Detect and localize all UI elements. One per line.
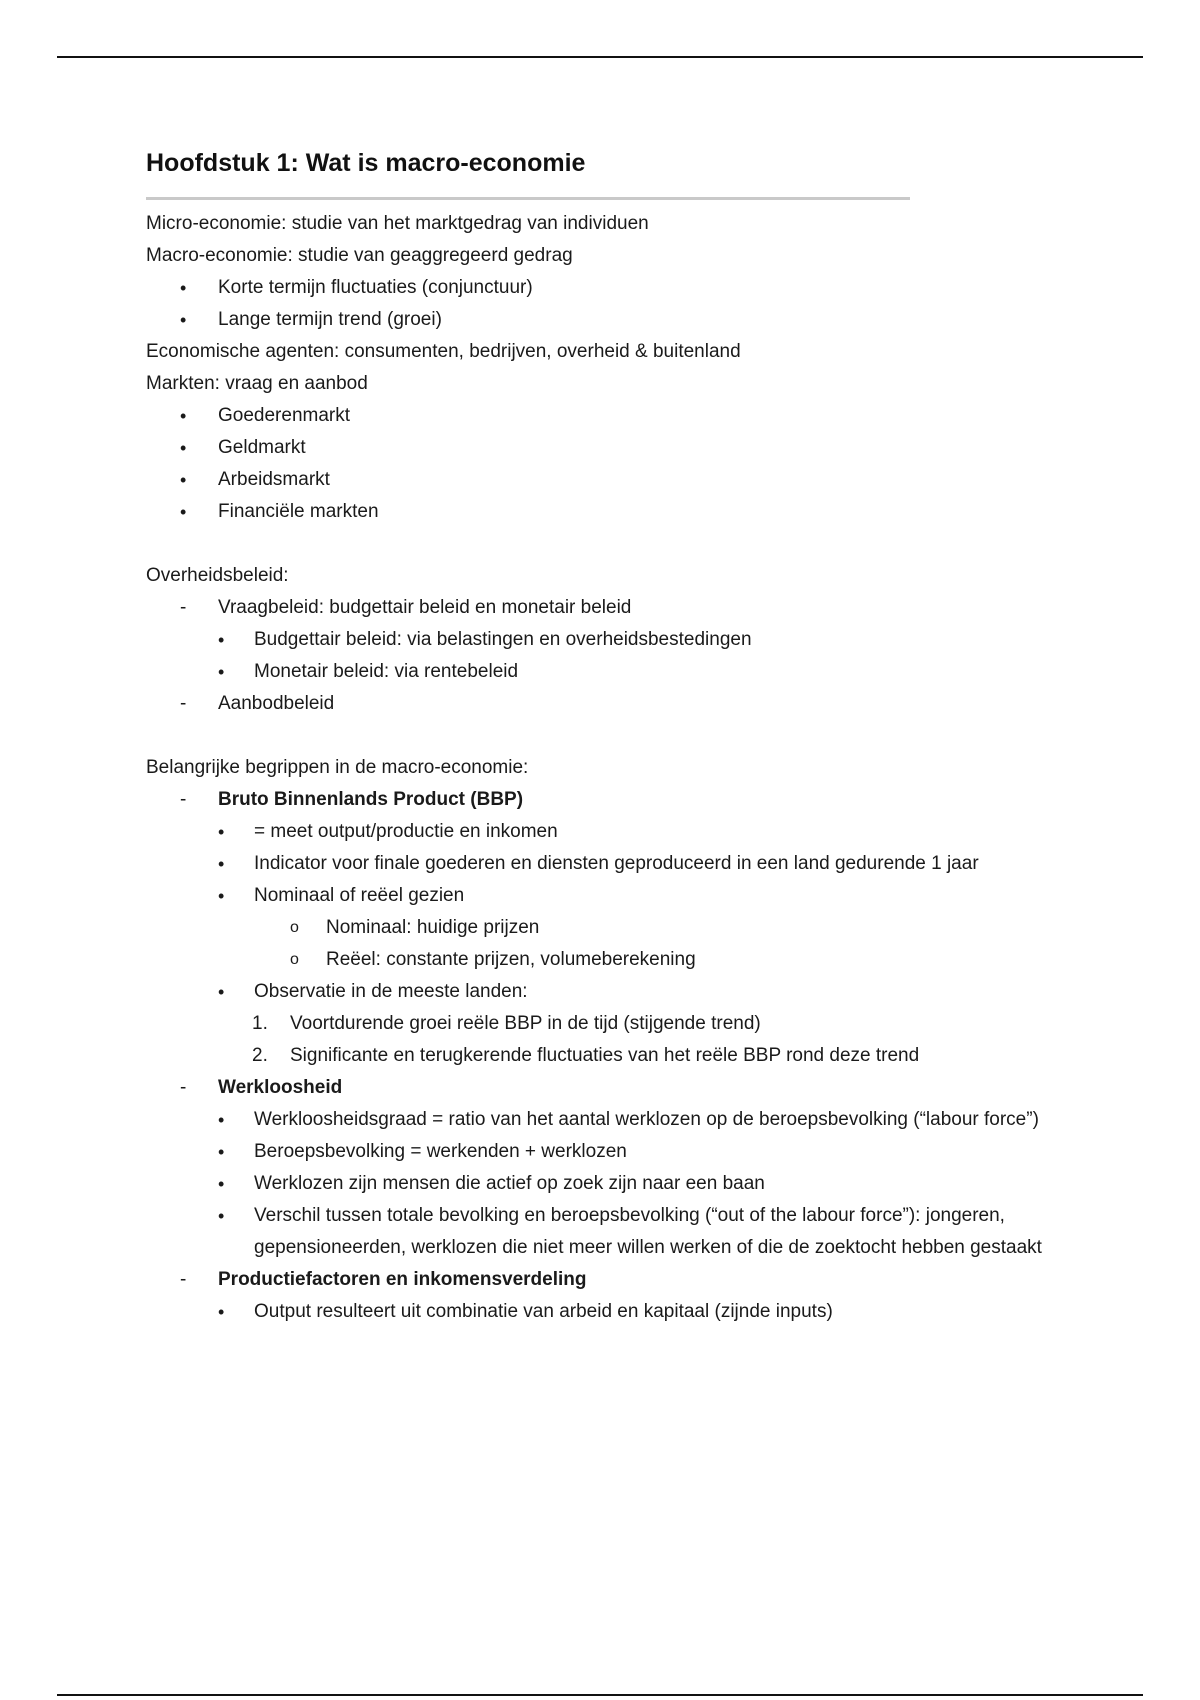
list-item-text: Arbeidsmarkt [218,469,330,490]
section-heading: Overheidsbeleid: [146,565,289,586]
dash-marker: - [180,1077,187,1098]
list-item [146,1296,1106,1328]
bullet-marker: • [218,1110,225,1130]
blank-line [146,528,1106,560]
bullet-marker: • [218,982,225,1002]
list-item [146,432,1106,464]
list-item [146,304,1106,336]
document-body [146,143,1106,1328]
list-item-text: Beroepsbevolking = werkenden + werklozen [254,1141,627,1162]
list-item [146,880,1106,912]
list-item-text: Geldmarkt [218,437,306,458]
list-item-text: Werkloosheidsgraad = ratio van het aantal werklozen op de beroepsbevolking (“labour force”) [254,1109,1039,1130]
numbered-item [146,1008,1106,1040]
list-item-text: Nominaal: huidige prijzen [326,917,540,938]
list-item-text: Reëel: constante prijzen, volumeberekening [326,949,696,970]
chapter-number: Hoofdstuk 1 [146,149,291,177]
list-item [146,1104,1106,1136]
list-item-text: Nominaal of reëel gezien [254,885,465,906]
list-item-text: Output resulteert uit combinatie van arbeid en kapitaal (zijnde inputs) [254,1301,833,1322]
paragraph: Economische agenten: consumenten, bedrijven, overheid & buitenland [146,341,741,362]
list-item-text: Vraagbeleid: budgettair beleid en monetair beleid [218,597,632,618]
section-heading: Belangrijke begrippen in de macro-economie: [146,757,529,778]
list-item-text: Lange termijn trend (groei) [218,309,442,330]
topic-heading: Werkloosheid [218,1077,343,1098]
list-item-text: Voortdurende groei reële BBP in de tijd (stijgende trend) [290,1013,761,1034]
list-item [146,976,1106,1008]
list-item [146,272,1106,304]
dash-marker: - [180,789,187,810]
circle-marker: o [290,919,299,936]
bullet-marker: • [180,278,187,298]
list-item-text: Verschil tussen totale bevolking en beroepsbevolking (“out of the labour force”): jongeren, gepensioneerden, werklozen die niet meer willen werken of die de zoektocht hebben gestaakt [254,1205,1042,1258]
list-item-text: Aanbodbeleid [218,693,335,714]
list-item [146,1072,1106,1104]
bullet-marker: • [218,1302,225,1322]
bullet-marker: • [218,630,225,650]
bullet-marker: • [180,438,187,458]
bottom-page-rule [57,1694,1143,1696]
list-item-text: Budgettair beleid: via belastingen en overheidsbestedingen [254,629,752,650]
list-item [146,1200,1106,1264]
chapter-subject: : Wat is macro-economie [290,149,586,177]
title-underline [146,197,910,200]
list-item-text: Werklozen zijn mensen die actief op zoek zijn naar een baan [254,1173,765,1194]
paragraph: Macro-economie: studie van geaggregeerd gedrag [146,245,573,266]
list-item-text: Significante en terugkerende fluctuaties van het reële BBP rond deze trend [290,1045,920,1066]
bullet-marker: • [218,662,225,682]
bullet-marker: • [180,310,187,330]
number-marker: 1. [252,1013,268,1034]
list-item-text: Monetair beleid: via rentebeleid [254,661,519,682]
list-item-text: Indicator voor finale goederen en diensten geproduceerd in een land gedurende 1 jaar [254,853,979,874]
numbered-item [146,1040,1106,1072]
top-page-rule [57,56,1143,58]
list-item [146,464,1106,496]
dash-marker: - [180,693,187,714]
bullet-marker: • [218,1206,225,1226]
topic-heading: Productiefactoren en inkomensverdeling [218,1269,587,1290]
list-item-text: Goederenmarkt [218,405,351,426]
chapter-title [146,143,1106,183]
dash-marker: - [180,1269,187,1290]
list-item [146,688,1106,720]
list-item-text: Korte termijn fluctuaties (conjunctuur) [218,277,533,298]
bullet-marker: • [218,1174,225,1194]
bullet-marker: • [218,854,225,874]
circle-marker: o [290,951,299,968]
list-item [146,592,1106,624]
paragraph: Micro-economie: studie van het marktgedrag van individuen [146,213,649,234]
topic-heading: Bruto Binnenlands Product (BBP) [218,789,524,810]
list-item [146,912,1106,944]
list-item [146,656,1106,688]
list-item-text: Observatie in de meeste landen: [254,981,528,1002]
bullet-marker: • [180,502,187,522]
list-item-text: Financiële markten [218,501,379,522]
list-item [146,1168,1106,1200]
bullet-marker: • [218,1142,225,1162]
list-item [146,1136,1106,1168]
bullet-marker: • [180,470,187,490]
list-item [146,816,1106,848]
list-item [146,784,1106,816]
list-item [146,400,1106,432]
bullet-marker: • [218,886,225,906]
blank-line [146,720,1106,752]
list-item [146,944,1106,976]
list-item-text: = meet output/productie en inkomen [254,821,558,842]
dash-marker: - [180,597,187,618]
list-item [146,624,1106,656]
list-item [146,496,1106,528]
bullet-marker: • [218,822,225,842]
number-marker: 2. [252,1045,268,1066]
list-item [146,1264,1106,1296]
paragraph: Markten: vraag en aanbod [146,373,368,394]
list-item [146,848,1106,880]
bullet-marker: • [180,406,187,426]
